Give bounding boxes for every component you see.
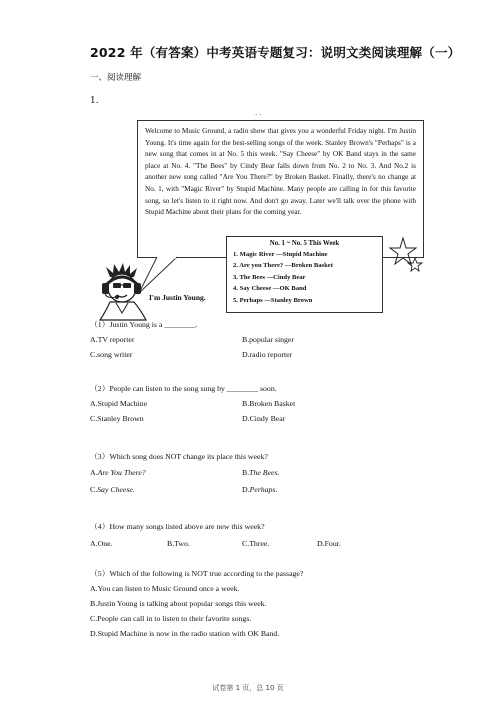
decorative-dots: · · (255, 111, 262, 119)
option-letter: A. (90, 468, 98, 477)
option-b[interactable]: B.popular singer (242, 335, 294, 344)
option-text: The Bees. (249, 468, 280, 477)
option-letter: B. (242, 468, 250, 477)
option-c[interactable] (90, 485, 135, 494)
top-songs-chart (226, 236, 383, 313)
option-b[interactable]: B.Two. (167, 539, 190, 548)
chart-item: 2. Are you There? —Broken Basket (233, 262, 333, 270)
option-a[interactable]: A.You can listen to Music Ground once a week. (90, 584, 240, 593)
option-text: Say Cheese. (97, 485, 135, 494)
section-heading: 一、阅读理解 (90, 73, 142, 83)
stars-decoration (383, 236, 423, 276)
option-b[interactable] (242, 468, 279, 477)
chart-title: No. 1 ~ No. 5 This Week (269, 240, 340, 247)
question-stem: （2）People can listen to the song sung by ________ soon. (90, 384, 277, 393)
option-c[interactable]: C.People can call in to listen to their favorite songs. (90, 614, 252, 623)
page-footer: 试卷第 1 页，总 10 页 (212, 684, 284, 692)
question-stem: （3）Which song does NOT change its place this week? (90, 452, 268, 461)
option-letter: C. (90, 485, 98, 494)
question-stem: （5）Which of the following is NOT true according to the passage? (90, 569, 304, 578)
character-caption: I'm Justin Young. (149, 293, 206, 302)
passage-text: Welcome to Music Ground, a radio show that gives you a wonderful Friday night. I'm Justin Young. It's time again for the best-selling songs of the week. Stanley Brown's "Perhaps" is a new song that comes in at No. 5 this week. "Say Cheese" by OK Band stays in the same place at No. 4. "The Bees" by Cindy Bear falls down from No. 2 to No. 3. And No.2 is another new song called "Are You There?" by Broken Basket. Finally, there's no change at No. 1, with "Magic River" by Stupid Machine. Many people are calling in for this favorite song, so let's listen to it right now. And don't go away. Later we'll talk over the phone with Stupid Machine about their plans for the coming year. (145, 127, 416, 217)
chart-item: 5. Perhaps —Stanley Brown (233, 296, 313, 304)
option-c[interactable]: C.song writer (90, 350, 133, 359)
document-title: 2022 年（有答案）中考英语专题复习：说明文类阅读理解（一） (90, 45, 461, 60)
option-a[interactable]: A.TV reporter (90, 335, 135, 344)
option-d[interactable]: D.Cindy Bear (242, 414, 286, 423)
question-stem: （4）How many songs listed above are new this week? (90, 522, 265, 531)
option-c[interactable]: C.Stanley Brown (90, 414, 144, 423)
option-a[interactable]: A.One. (90, 539, 113, 548)
option-c[interactable]: C.Three. (242, 539, 270, 548)
option-d[interactable]: D.radio reporter (242, 350, 293, 359)
option-letter: D. (242, 485, 250, 494)
chart-item: 4. Say Cheese —OK Band (233, 285, 307, 293)
option-a[interactable]: A.Stupid Machine (90, 399, 148, 408)
option-d[interactable]: D.Stupid Machine is now in the radio station with OK Band. (90, 629, 280, 638)
option-d[interactable] (242, 485, 277, 494)
option-text: Perhaps. (249, 485, 278, 494)
option-d[interactable]: D.Four. (317, 539, 341, 548)
option-b[interactable]: B.Justin Young is talking about popular songs this week. (90, 599, 267, 608)
chart-item: 1. Magic River —Stupid Machine (233, 251, 328, 258)
option-a[interactable] (90, 468, 146, 477)
option-b[interactable]: B.Broken Basket (242, 399, 296, 408)
question-stem: （1）Justin Young is a ________. (90, 320, 198, 329)
chart-item: 3. The Bees —Cindy Bear (233, 273, 306, 281)
justin-young-cartoon (92, 263, 156, 321)
option-text: Are You There? (97, 468, 146, 477)
question-number: 1. (90, 96, 99, 106)
